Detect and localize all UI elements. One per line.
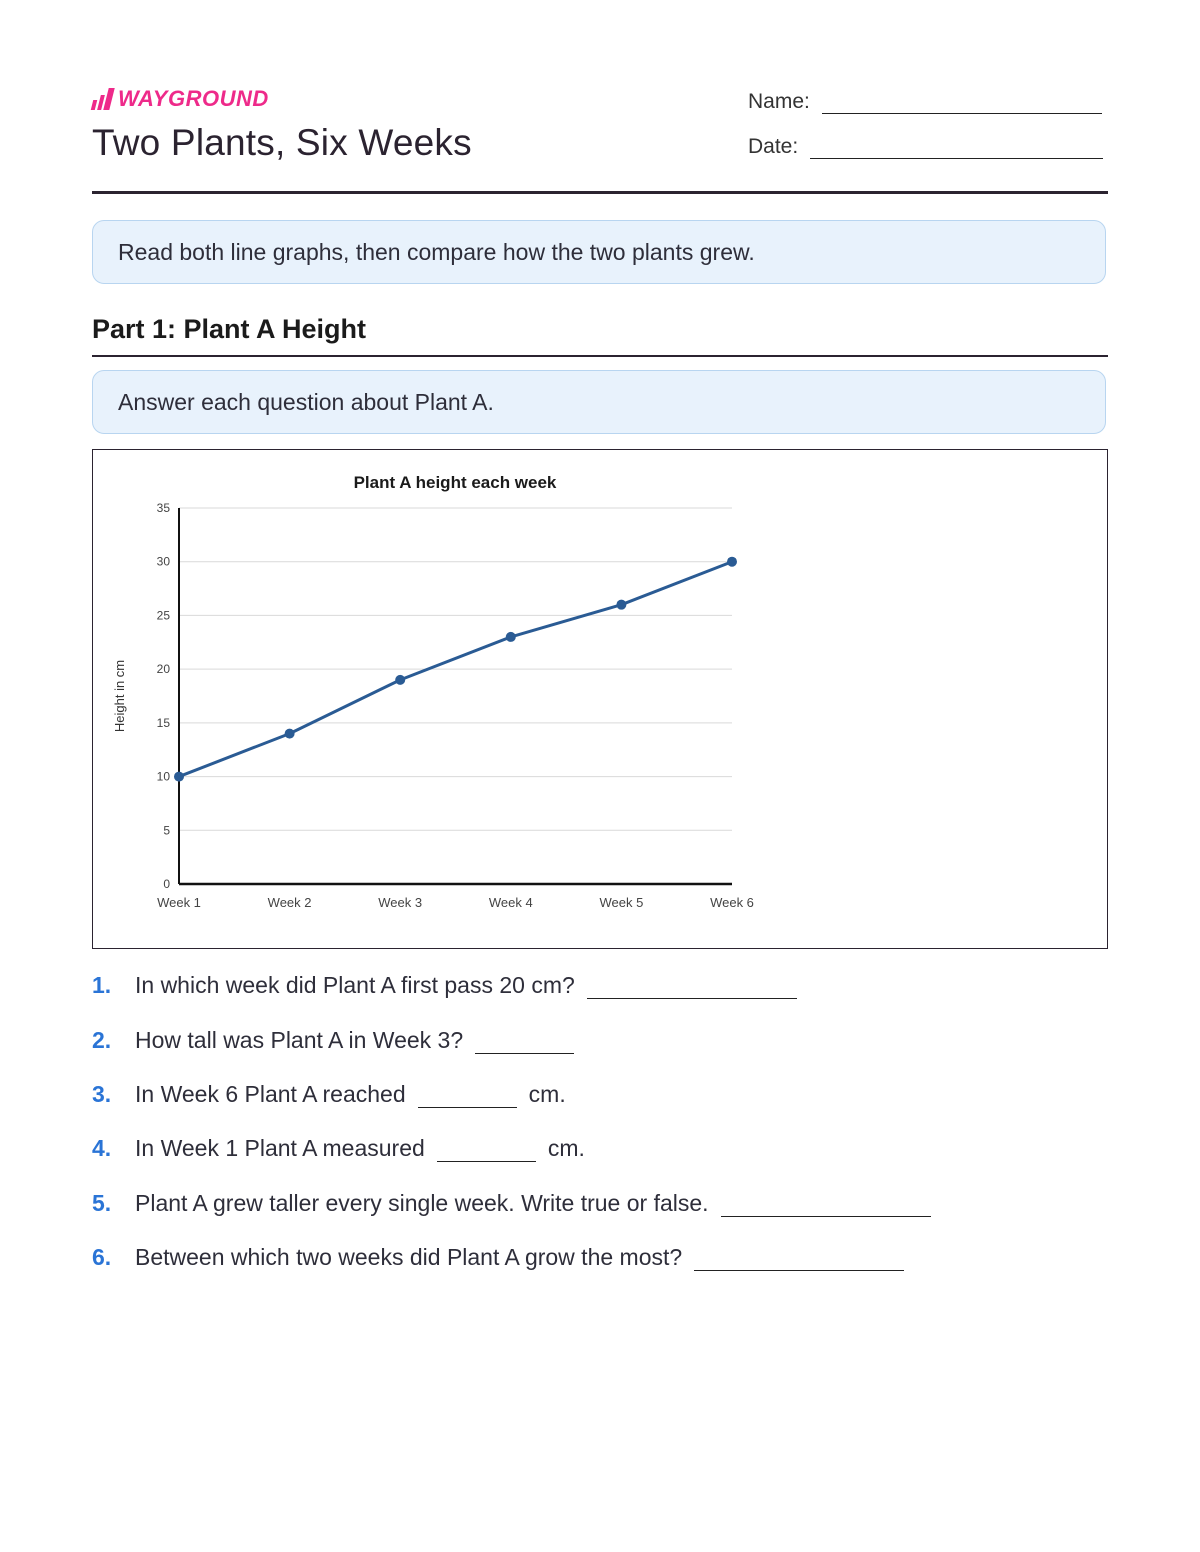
data-point: [506, 632, 516, 642]
question-number: 6.: [92, 1243, 112, 1270]
question-text: In Week 6 Plant A reached: [135, 1080, 406, 1107]
part1-divider: [92, 355, 1108, 357]
y-tick-label: 0: [163, 877, 170, 891]
name-label: Name:: [748, 90, 810, 113]
part1-instruction-callout: [92, 370, 1106, 434]
x-tick-label: Week 5: [599, 895, 644, 910]
brand-name: WAYGROUND: [118, 86, 269, 111]
data-point: [395, 675, 405, 685]
data-point: [616, 600, 626, 610]
x-tick-labels: [157, 895, 754, 910]
wayground-logo-icon: [92, 88, 112, 110]
y-tick-label: 25: [156, 608, 170, 623]
chart-container: [92, 449, 1108, 949]
brand-logo: [92, 86, 269, 112]
question-item: [92, 1020, 574, 1060]
y-tick-label: 35: [156, 501, 170, 515]
answer-blank[interactable]: [418, 1081, 517, 1108]
date-label: Date:: [748, 135, 799, 158]
name-field: [748, 90, 1102, 114]
axes: [179, 508, 732, 884]
grid-lines: [179, 508, 732, 830]
question-item: [92, 1128, 585, 1168]
question-number: 5.: [92, 1189, 112, 1216]
question-text: Plant A grew taller every single week. Write true or false.: [135, 1189, 709, 1216]
y-tick-label: 15: [156, 715, 170, 730]
answer-blank[interactable]: [721, 1190, 931, 1217]
x-tick-label: Week 6: [710, 895, 754, 910]
question-item: [92, 965, 797, 1005]
answer-blank[interactable]: [475, 1027, 574, 1054]
data-point: [727, 557, 737, 567]
question-text: In which week did Plant A first pass 20 cm?: [135, 971, 575, 998]
question-item: [92, 1074, 566, 1114]
answer-blank[interactable]: [694, 1244, 904, 1271]
y-tick-labels: [157, 501, 171, 891]
unit-label: cm.: [547, 1134, 585, 1161]
name-line[interactable]: [822, 113, 1102, 114]
chart-title: Plant A height each week: [353, 473, 557, 492]
question-item: [92, 1183, 931, 1223]
y-tick-label: 10: [156, 769, 170, 784]
question-number: 2.: [92, 1026, 112, 1053]
answer-blank[interactable]: [437, 1135, 536, 1162]
question-number: 4.: [92, 1134, 112, 1161]
plant-a-line-chart: [93, 450, 1107, 947]
unit-label: cm.: [528, 1080, 566, 1107]
y-tick-label: 5: [163, 823, 170, 838]
answer-blank[interactable]: [587, 972, 797, 999]
part1-instruction: Answer each question about Plant A.: [118, 388, 494, 415]
data-point: [174, 772, 184, 782]
x-tick-label: Week 2: [267, 895, 312, 910]
question-item: [92, 1237, 904, 1277]
date-field: [748, 135, 1103, 159]
x-tick-label: Week 4: [488, 895, 533, 910]
worksheet-title: Two Plants, Six Weeks: [92, 122, 472, 163]
question-text: How tall was Plant A in Week 3?: [135, 1026, 464, 1053]
question-text: In Week 1 Plant A measured: [135, 1134, 425, 1161]
x-tick-label: Week 1: [157, 895, 201, 910]
x-tick-label: Week 3: [378, 895, 423, 910]
y-tick-label: 20: [156, 662, 170, 677]
intro-callout: [92, 220, 1106, 284]
y-tick-label: 30: [156, 554, 170, 569]
intro-text: Read both line graphs, then compare how the two plants grew.: [118, 238, 755, 265]
question-text: Between which two weeks did Plant A grow the most?: [135, 1243, 683, 1270]
question-number: 3.: [92, 1080, 112, 1107]
header-divider: [92, 191, 1108, 194]
worksheet-page: [92, 0, 1108, 1552]
question-number: 1.: [92, 971, 112, 998]
y-axis-label: Height in cm: [112, 659, 127, 733]
data-point: [285, 729, 295, 739]
part1-title: Part 1: Plant A Height: [92, 314, 367, 344]
date-line[interactable]: [810, 158, 1103, 159]
